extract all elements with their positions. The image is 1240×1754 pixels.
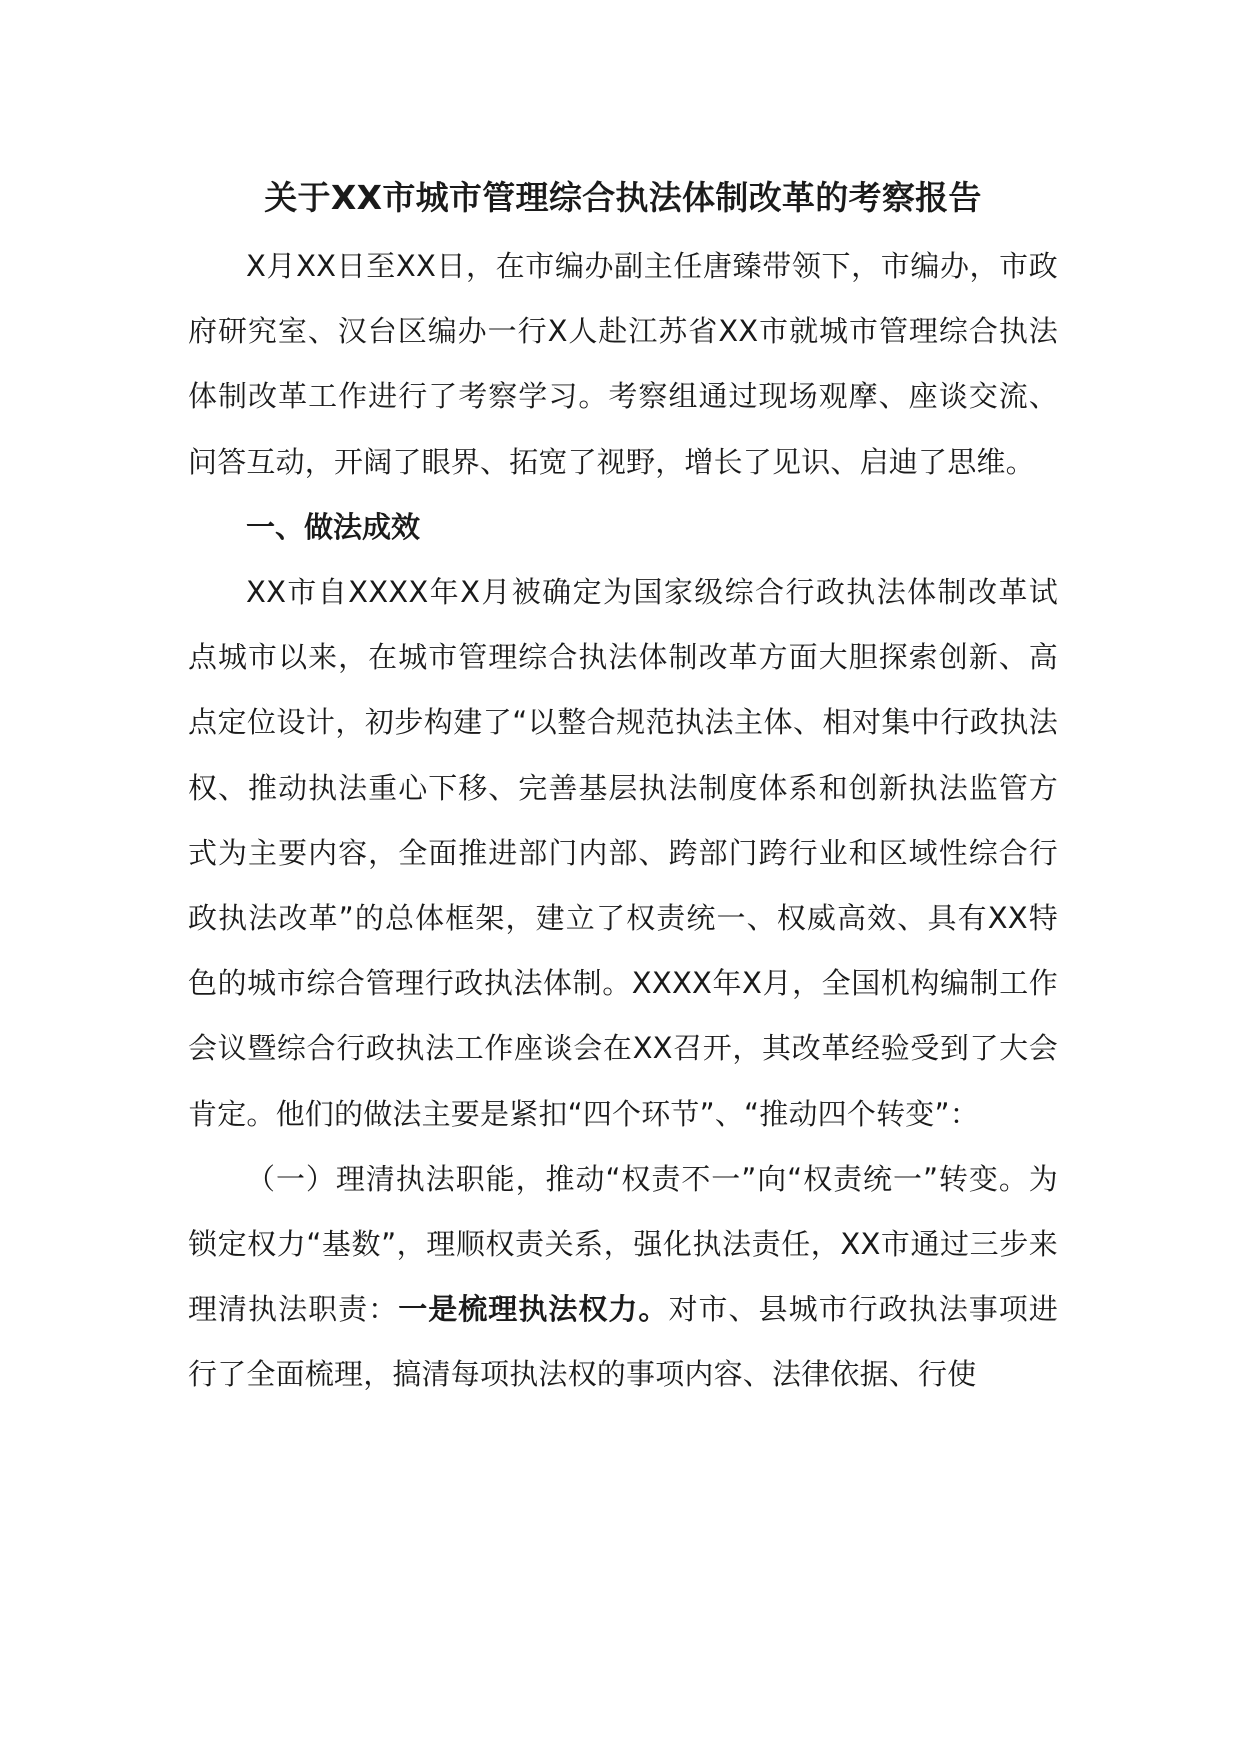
subsection-lead-text: （一）理清执法职能，推动“权责不一”向“权责统一”转变。为锁定权力“基数”，理顺权责关系，强化执法责任，XX市通过三步来理清执法职责： — [188, 1161, 1058, 1327]
section-heading-practices: 一、做法成效 — [246, 509, 421, 544]
document-title: 关于XX市城市管理综合执法体制改革的考察报告 — [264, 178, 982, 217]
section-paragraph-overview: XX市自XXXX年X月被确定为国家级综合行政执法体制改革试点城市以来，在城市管理综合执法体制改革方面大胆探索创新、高点定位设计，初步构建了“以整合规范执法主体、相对集中行政执法权、推动执法重心下移、完善基层执法制度体系和创新执法监管方式为主要内容，全面推进部门内部、跨部门跨行业和区域性综合行政执法改革”的总体框架，建立了权责统一、权威高效、具有XX特色的城市综合管理行政执法体制。XXXX年X月，全国机构编制工作会议暨综合行政执法工作座谈会在XX召开，其改革经验受到了大会肯定。他们的做法主要是紧扣“四个环节”、“推动四个转变”： — [188, 575, 1058, 1131]
subsection-paragraph-1 — [188, 1147, 1058, 1408]
subsection-tail-text: 对市、县城市行政执法事项进行了全面梳理，搞清每项执法权的事项内容、法律依据、行使 — [188, 1292, 1058, 1392]
document-page — [188, 176, 1058, 1408]
intro-paragraph: X月XX日至XX日，在市编办副主任唐臻带领下，市编办，市政府研究室、汉台区编办一行X人赴江苏省XX市就城市管理综合执法体制改革工作进行了考察学习。考察组通过现场观摩、座谈交流、问答互动，开阔了眼界、拓宽了视野，增长了见识、启迪了思维。 — [188, 249, 1058, 479]
subsection-bold-point: 一是梳理执法权力。 — [398, 1292, 669, 1327]
